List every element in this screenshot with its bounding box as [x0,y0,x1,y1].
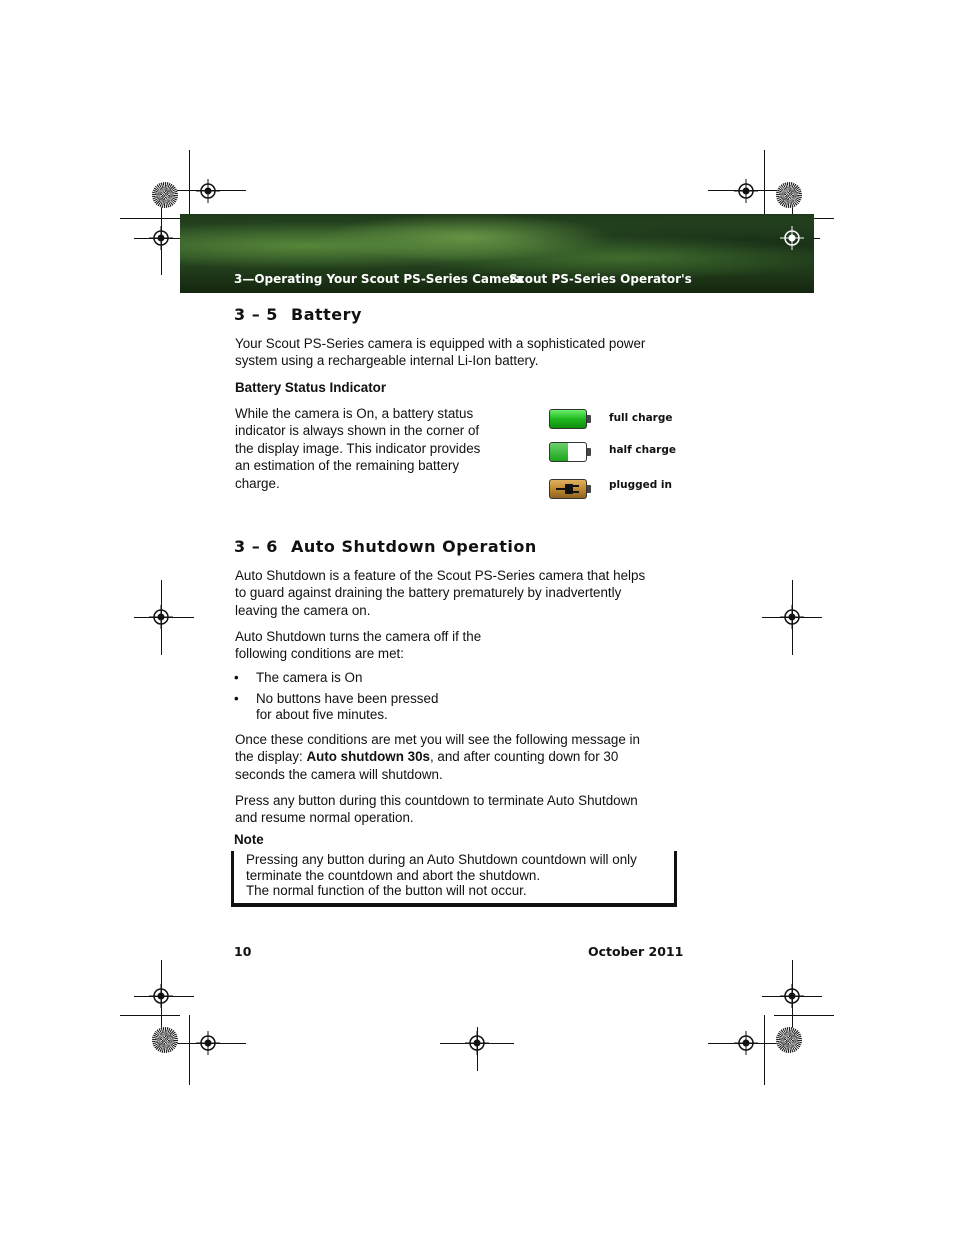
bullet-icon: • [234,691,239,706]
text-line: for about five minutes. [256,707,388,722]
battery-full-icon [549,409,591,429]
text-line: leaving the camera on. [235,602,371,618]
registration-crosshair-icon [734,179,758,203]
guide-title: Scout PS-Series Operator's [509,272,692,286]
battery-intro [235,335,645,370]
text-line: Auto Shutdown is a feature of the Scout PS-Series camera that helps [235,568,646,583]
text-line: the display image. This indicator provides [235,440,481,456]
battery-half-icon [549,442,591,462]
note-box [231,851,677,907]
registration-crosshair-icon [196,1031,220,1055]
text-line: to guard against draining the battery prematurely by inadvertently [235,585,622,601]
registration-crosshair-icon [780,605,804,629]
registration-starburst-icon [776,1027,802,1053]
auto-shutdown-message [235,731,640,783]
text-line: While the camera is On, a battery status [235,406,474,421]
text-line: No buttons have been pressed [256,691,439,706]
bullet-icon: • [234,670,239,685]
note-text [246,852,676,899]
registration-starburst-icon [776,182,802,208]
text-line [235,748,640,765]
bullet-text [256,691,556,723]
plug-icon [556,482,582,496]
text-line: Press any button during this countdown to terminate Auto Shutdown [235,793,638,808]
text-line: and resume normal operation. [235,810,414,826]
auto-shutdown-message-text: Auto shutdown 30s [306,749,430,765]
indicator-label-full: full charge [609,412,673,424]
section-title: Battery [291,305,362,324]
battery-status-subheading: Battery Status Indicator [235,380,387,395]
registration-starburst-icon [152,1027,178,1053]
text-line: indicator is always shown in the corner of [235,423,480,439]
text-line: charge. [235,475,280,491]
text-fragment: , and after counting down for 30 [429,749,619,765]
header-banner [180,214,814,293]
text-line: seconds the camera will shutdown. [235,766,443,782]
text-line: Auto Shutdown turns the camera off if the [235,629,482,644]
note-label: Note [234,832,264,847]
registration-crosshair-icon [465,1031,489,1055]
text-line: system using a rechargeable internal Li-Ion battery. [235,353,539,369]
text-line: Once these conditions are met you will see the following message in [235,732,640,747]
bullet-text: The camera is On [256,670,363,685]
section-heading-auto-shutdown [234,537,537,556]
auto-shutdown-press [235,792,638,827]
registration-crosshair-icon [149,226,173,250]
section-number: 3 – 6 [234,537,278,556]
registration-crosshair-icon [196,179,220,203]
chapter-title: 3—Operating Your Scout PS-Series Camera [234,272,524,286]
auto-shutdown-conditions-intro [235,628,481,663]
text-line: Pressing any button during an Auto Shutdown countdown will only [246,852,637,867]
battery-status-description [235,405,480,492]
section-title: Auto Shutdown Operation [291,537,537,556]
indicator-label-half: half charge [609,444,676,456]
text-line: following conditions are met: [235,646,404,662]
registration-crosshair-icon [780,226,804,250]
text-fragment: the display: [235,749,307,765]
text-line: The normal function of the button will not occur. [246,883,527,899]
registration-crosshair-icon [734,1031,758,1055]
footer-date: October 2011 [588,944,684,959]
text-line: terminate the countdown and abort the shutdown. [246,867,541,883]
registration-crosshair-icon [780,984,804,1008]
registration-crosshair-icon [149,984,173,1008]
text-line: an estimation of the remaining battery [235,458,460,474]
indicator-label-plugged: plugged in [609,479,672,491]
auto-shutdown-intro [235,567,645,619]
section-number: 3 – 5 [234,305,278,324]
battery-plugged-in-icon [549,479,591,499]
page-number: 10 [234,944,252,959]
registration-starburst-icon [152,182,178,208]
text-line: Your Scout PS-Series camera is equipped with a sophisticated power [235,336,646,351]
registration-crosshair-icon [149,605,173,629]
section-heading-battery [234,305,362,324]
